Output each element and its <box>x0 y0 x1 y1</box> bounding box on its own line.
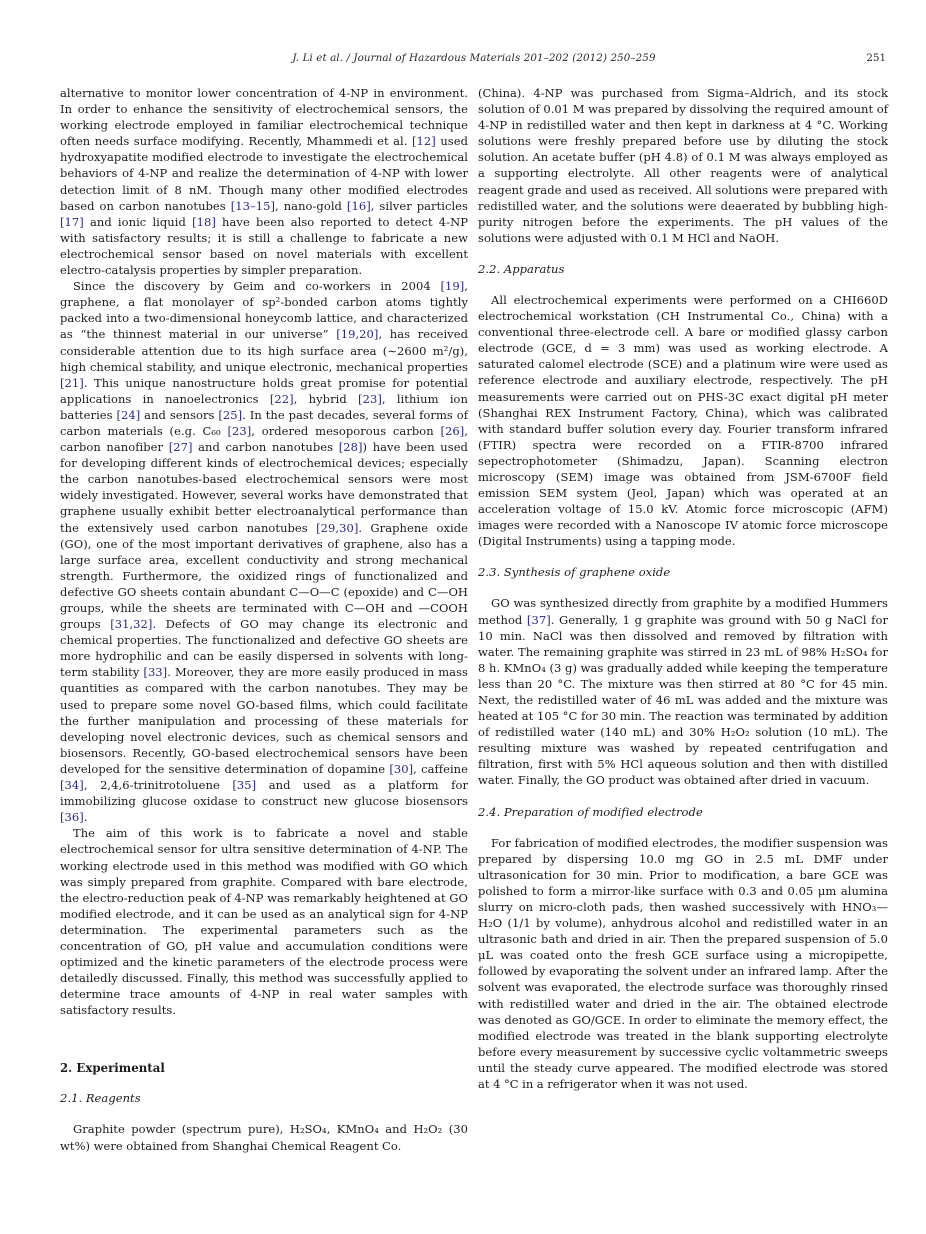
citation-link[interactable]: [12] <box>412 134 436 149</box>
paragraph: For fabrication of modified electrodes, the modifier suspension was prepared by dispersing 10.0 mg GO in 2.5 mL DMF under ultrasonication for 30 min. Prior to modification, a bare GCE was polished to form a mirror-like surface with 0.3 and 0.05 μm alumina slurry on micro-cloth pads, then washed successively with HNO₃—H₂O (1/1 by volume), anhydrous alcohol and redistilled water in an ultrasonic bath and dried in air. Then the prepared suspension of 5.0 μL was coated onto the fresh GCE surface using a micropipette, followed by evaporating the solvent under an infrared lamp. After the solvent was evaporated, the electrode surface was thoroughly rinsed with redistilled water and dried in the air. The obtained electrode was denoted as GO/GCE. In order to eliminate the memory effect, the modified electrode was treated in the blank supporting electrolyte before every measurement by successive cyclic voltammetric sweeps until the steady curve appeared. The modified electrode was stored at 4 °C in a refrigerator when it was not used. <box>478 835 888 1091</box>
paragraph: Graphite powder (spectrum pure), H₂SO₄, KMnO₄ and H₂O₂ (30 wt%) were obtained from Shanghai Chemical Reagent Co. <box>60 1122 468 1153</box>
paragraph: All electrochemical experiments were performed on a CHI660D electrochemical workstation (CH Instrumental Co., China) with a conventional three-electrode cell. A bare or modified glassy carbon electrode (GCE, d = 3 mm) was used as working electrode. A saturated calomel electrode (SCE) and a platinum wire were used as reference electrode and auxiliary electrode, respectively. The pH measurements were carried out on PHS-3C exact digital pH meter (Shanghai REX Instrument Factory, China), which was calibrated with standard buffer solution every day. Fourier transform infrared (FTIR) spectra were recorded on a FTIR-8700 infrared sepectrophotometer (Shimadzu, Japan). Scanning electron microscopy (SEM) image was obtained from JSM-6700F field emission SEM system (Jeol, Japan) which was operated at an acceleration voltage of 15.0 kV. Atomic force microscopic (AFM) images were recorded with a Nanoscope IV atomic force microscope (Digital Instruments) using a tapping mode. <box>478 292 888 549</box>
citation-link[interactable]: [35] <box>232 778 257 793</box>
citation-link[interactable]: [29,30] <box>316 520 359 535</box>
citation-link[interactable]: [23] <box>227 423 252 438</box>
subsection-heading: 2.2. Apparatus <box>478 261 565 276</box>
paragraph: (China). 4-NP was purchased from Sigma–Aldrich, and its stock solution of 0.01 M was prepared by dissolving the required amount of 4-NP in redistilled water and then kept in darkness at 4 °C. Working solutions were freshly prepared before use by diluting the stock solution. An acetate buffer (pH 4.8) of 0.1 M was always employed as a supporting electrolyte. All other reagents were of analytical reagent grade and used as received. All solutions were prepared with redistilled water, and the solutions were deaerated by bubbling high-purity nitrogen before the experiments. The pH values of the solutions were adjusted with 0.1 M HCl and NaOH. <box>478 86 888 245</box>
paragraph: alternative to monitor lower concentration of 4-NP in environment. In order to enhance the sensitivity of electrochemical sensors, the working electrode employed in familiar electrochemical technique often needs surface modifying. Recently, Mhammedi et al. [12] used hydroxyapatite modified electrode to investigate the electrochemical behaviors of 4-NP and realize the determination of 4-NP with lower detection limit of 8 nM. Though many other modified electrodes based on carbon nanotubes [13–15], nano-gold [16], silver particles [17] and ionic liquid [18] have been also reported to detect 4-NP with satisfactory results; it is still a challenge to fabricate a new electrochemical sensor based on novel materials with excellent electro-catalysis properties by simpler preparation. <box>60 86 468 278</box>
citation-link[interactable]: [37] <box>526 612 551 627</box>
paragraph: Since the discovery by Geim and co-workers in 2004 [19], graphene, a flat monolayer of sp²-bonded carbon atoms tightly packed into a two-dimensional honeycomb lattice, and characterized as “the thinnest material in our universe” [19,20], has received considerable attention due to its high surface area (∼2600 m²/g), high chemical stability, and unique electronic, mechanical properties [21]. This unique nanostructure holds great promise for potential applications in nanoelectronics [22], hybrid [23], lithium ion batteries [24] and sensors [25]. In the past decades, several forms of carbon materials (e.g. C₆₀ [23], ordered mesoporous carbon [26], carbon nanofiber [27] and carbon nanotubes [28]) have been used for developing different kinds of electrochemical devices; especially the carbon nanotubes-based electrochemical sensors were most widely investigated. However, several works have demonstrated that graphene usually exhibit better electroanalytical performance than the extensively used carbon nanotubes [29,30]. Graphene oxide (GO), one of the most important derivatives of graphene, also has a large surface area, excellent conductivity and strong mechanical strength. Furthermore, the oxidized rings of functionalized and defective GO sheets contain abundant C—O—C (epoxide) and C—OH groups, while the sheets are terminated with C—OH and —COOH groups [31,32]. Defects of GO may change its electronic and chemical properties. The functionalized and defective GO sheets are more hydrophilic and can be easily dispersed in solvents with long-term stability [33]. Moreover, they are more easily produced in mass quantities as compared with the carbon nanotubes. They may be used to prepare some novel GO-based films, which could facilitate the further manipulation and processing of these materials for developing novel electronic devices, such as chemical sensors and biosensors. Recently, GO-based electrochemical sensors have been developed for the sensitive determination of dopamine [30], caffeine [34], 2,4,6-trinitrotoluene [35] and used as a platform for immobilizing glucose oxidase to construct new glucose biosensors [36]. <box>60 279 469 825</box>
citation-link[interactable]: [19,20] <box>336 327 379 342</box>
subsection-heading: 2.3. Synthesis of graphene oxide <box>478 565 671 580</box>
running-head: J. Li et al. / Journal of Hazardous Materials 201–202 (2012) 250–259 <box>292 52 656 64</box>
citation-link[interactable]: [25] <box>218 407 243 422</box>
citation-link[interactable]: [18] <box>192 214 216 229</box>
citation-link[interactable]: [16] <box>346 198 371 213</box>
citation-link[interactable]: [28] <box>338 440 363 455</box>
citation-link[interactable]: [19] <box>440 279 465 294</box>
citation-link[interactable]: [36] <box>60 810 84 825</box>
paragraph: The aim of this work is to fabricate a novel and stable electrochemical sensor for ultra sensitive determination of 4-NP. The working electrode used in this method was modified with GO which was simply prepared from graphite. Compared with bare electrode, the electro-reduction peak of 4-NP was remarkably heightened at GO modified electrode, and it can be used as an analytical sign for 4-NP determination. The experimental parameters such as the concentration of GO, pH value and accumulation conditions were optimized and the kinetic parameters of the electrode process were detailedly discussed. Finally, this method was successfully applied to determine trace amounts of 4-NP in real water samples with satisfactory results. <box>60 826 468 1018</box>
citation-link[interactable]: [33] <box>143 665 168 680</box>
citation-link[interactable]: [21] <box>60 375 84 390</box>
citation-link[interactable]: [26] <box>440 423 465 438</box>
subsection-heading: 2.4. Preparation of modified electrode <box>478 804 703 819</box>
left-column <box>60 85 468 1154</box>
subsection-heading: 2.1. Reagents <box>60 1091 141 1106</box>
section-heading: 2. Experimental <box>60 1061 165 1076</box>
citation-link[interactable]: [31,32] <box>110 617 153 632</box>
citation-link[interactable]: [17] <box>60 214 84 229</box>
citation-link[interactable]: [24] <box>116 407 141 422</box>
right-column <box>478 85 888 1154</box>
citation-link[interactable]: [30] <box>389 761 414 776</box>
citation-link[interactable]: [23] <box>358 391 382 406</box>
citation-link[interactable]: [27] <box>168 440 193 455</box>
paragraph: GO was synthesized directly from graphite by a modified Hummers method [37]. Generally, 1 g graphite was ground with 50 g NaCl for 10 min. NaCl was then dissolved and removed by filtration with water. The remaining graphite was stirred in 23 mL of 98% H₂SO₄ for 8 h. KMnO₄ (3 g) was gradually added while keeping the temperature less than 20 °C. The mixture was then stirred at 80 °C for 45 min. Next, the redistilled water of 46 mL was added and the mixture was heated at 105 °C for 30 min. The reaction was terminated by addition of redistilled water (140 mL) and 30% H₂O₂ solution (10 mL). The resulting mixture was washed by repeated centrifugation and filtration, first with 5% HCl aqueous solution and then with distilled water. Finally, the GO product was obtained after dried in vacuum. <box>478 596 888 788</box>
citation-link[interactable]: [13–15] <box>230 198 276 213</box>
citation-link[interactable]: [22] <box>269 391 294 406</box>
citation-link[interactable]: [34] <box>60 778 84 793</box>
text-columns <box>60 85 888 1154</box>
page-number: 251 <box>866 52 886 64</box>
page-header <box>60 52 888 66</box>
